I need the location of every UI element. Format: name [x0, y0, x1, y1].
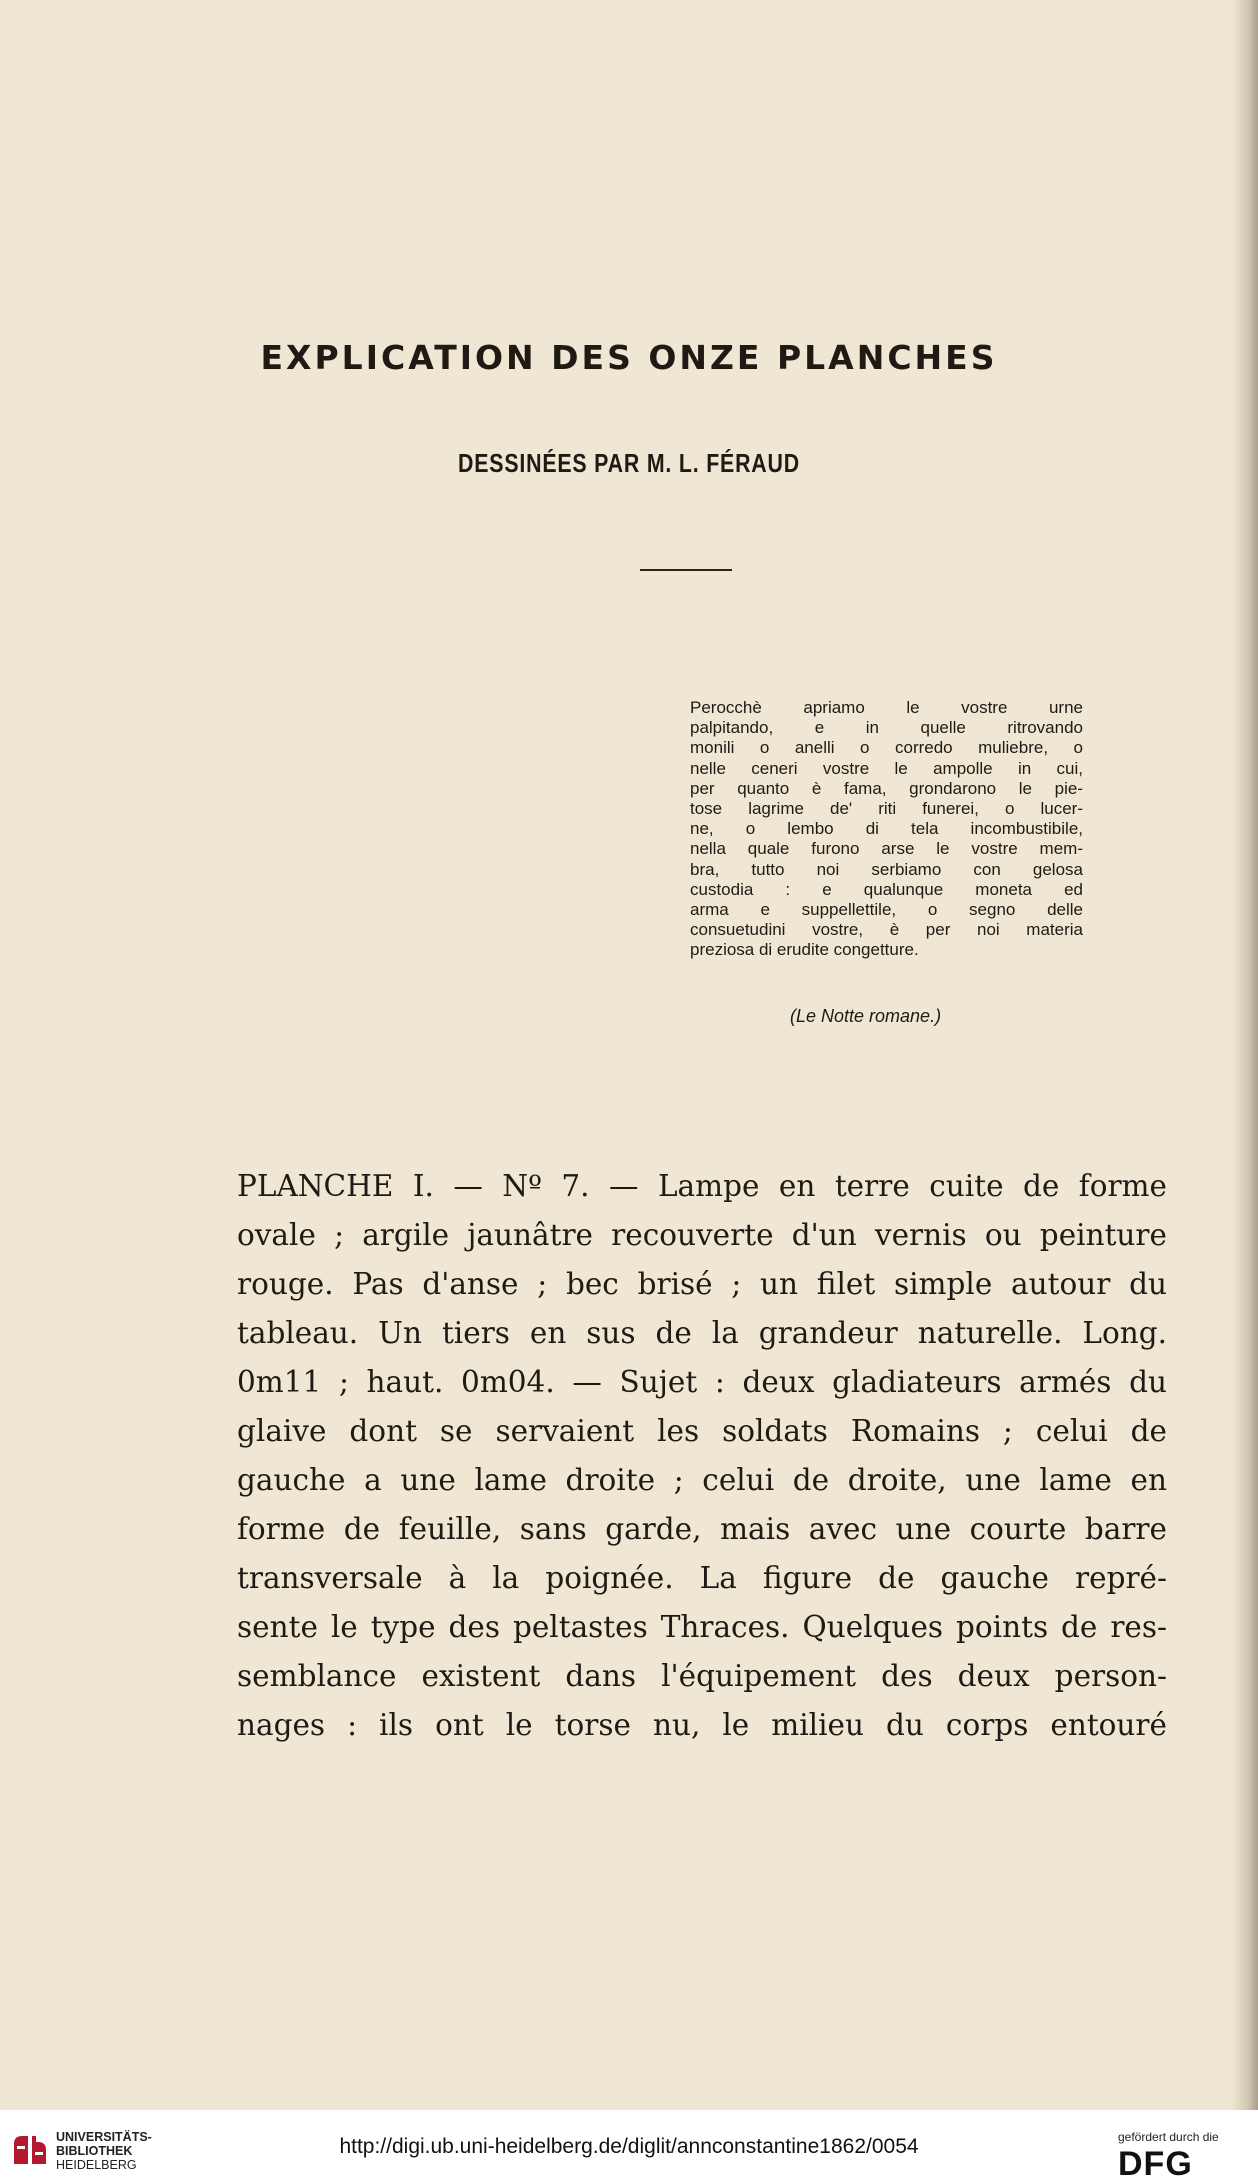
epigraph-line: preziosa di erudite congetture.	[690, 940, 919, 960]
body-line: semblance existent dans l'équipement des deux person-	[237, 1659, 1167, 1693]
body-line: PLANCHE I. — Nº 7. — Lampe en terre cuite de forme	[237, 1169, 1167, 1203]
epigraph-source: (Le Notte romane.)	[790, 1006, 942, 1026]
body-line: transversale à la poignée. La figure de gauche repré-	[237, 1561, 1167, 1595]
body-line: sente le type des peltastes Thraces. Quelques points de res-	[237, 1610, 1167, 1644]
body-line: rouge. Pas d'anse ; bec brisé ; un filet simple autour du	[237, 1267, 1167, 1301]
body-line: tableau. Un tiers en sus de la grandeur naturelle. Long.	[237, 1316, 1167, 1350]
page-subtitle: DESSINÉES PAR M. L. FÉRAUD	[458, 448, 800, 478]
page-title: EXPLICATION DES ONZE PLANCHES	[260, 338, 998, 377]
epigraph-line: monili o anelli o corredo muliebre, o	[690, 738, 1083, 758]
separator-rule	[640, 569, 732, 571]
body-line: gauche a une lame droite ; celui de droite, une lame en	[237, 1463, 1167, 1497]
library-name-line: HEIDELBERG	[56, 2158, 137, 2172]
body-line: 0m11 ; haut. 0m04. — Sujet : deux gladiateurs armés du	[237, 1365, 1167, 1399]
body-line: nages : ils ont le torse nu, le milieu du corps entouré	[237, 1708, 1167, 1742]
library-name-line: BIBLIOTHEK	[56, 2144, 133, 2158]
dfg-logo: DFG	[1118, 2145, 1193, 2183]
body-paragraph	[237, 1162, 1167, 1750]
epigraph-line: nelle ceneri vostre le ampolle in cui,	[690, 758, 1083, 778]
page-edge-shadow	[1232, 0, 1258, 2110]
body-line: glaive dont se servaient les soldats Romains ; celui de	[237, 1414, 1167, 1448]
epigraph-line: palpitando, e in quelle ritrovando	[690, 718, 1083, 738]
funder-caption: gefördert durch die	[1118, 2130, 1219, 2144]
body-line: forme de feuille, sans garde, mais avec une courte barre	[237, 1512, 1167, 1546]
epigraph-line: custodia : e qualunque moneta ed	[690, 879, 1083, 899]
body-line: ovale ; argile jaunâtre recouverte d'un vernis ou peinture	[237, 1218, 1167, 1252]
epigraph-line: Perocchè apriamo le vostre urne	[690, 698, 1083, 717]
source-url-link[interactable]: http://digi.ub.uni-heidelberg.de/diglit/annconstantine1862/0054	[339, 2135, 919, 2158]
library-name-line: UNIVERSITÄTS-	[56, 2130, 152, 2144]
epigraph-line: consuetudini vostre, è per noi materia	[690, 920, 1083, 940]
epigraph-line: nella quale furono arse le vostre mem-	[690, 839, 1083, 859]
epigraph-line: per quanto è fama, grondarono le pie-	[690, 778, 1083, 798]
epigraph-line: ne, o lembo di tela incombustibile,	[690, 819, 1083, 839]
epigraph	[690, 698, 1083, 961]
epigraph-line: bra, tutto noi serbiamo con gelosa	[690, 859, 1083, 879]
epigraph-line: arma e suppellettile, o segno delle	[690, 900, 1083, 920]
epigraph-line: tose lagrime de' riti funerei, o lucer-	[690, 799, 1083, 819]
